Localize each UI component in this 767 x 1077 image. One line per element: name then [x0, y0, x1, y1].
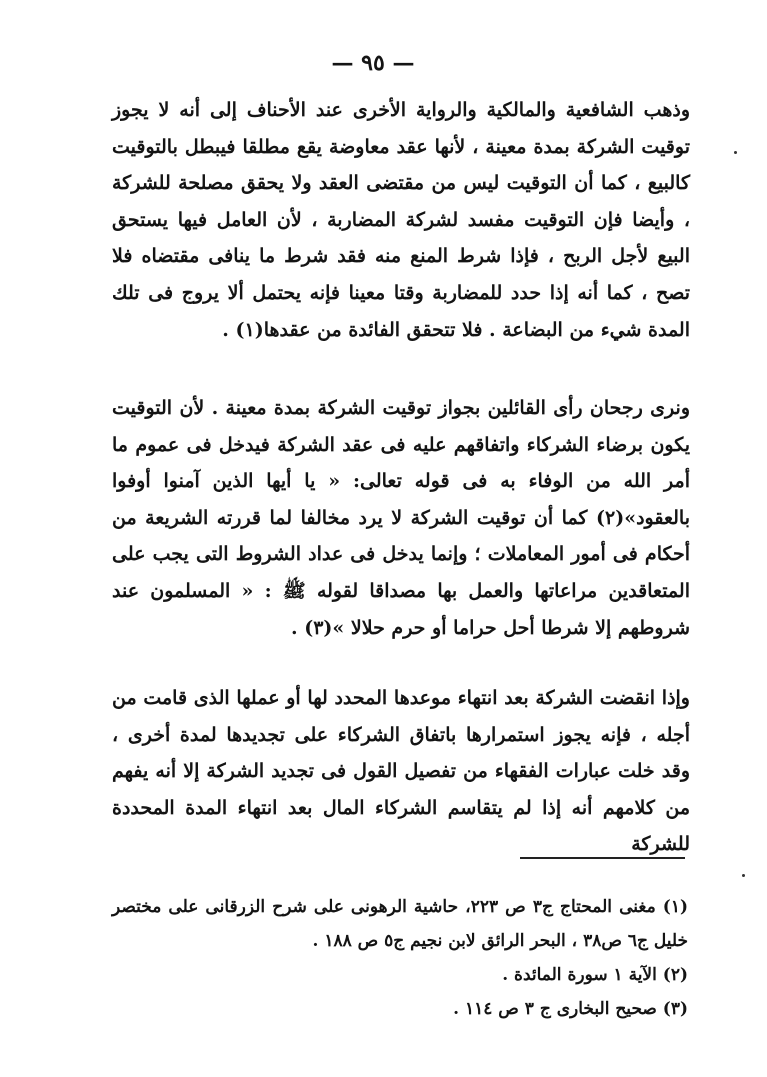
paragraph-3: وإذا انقضت الشركة بعد انتهاء موعدها المحدد لها أو عملها الذى قامت من أجله ، فإنه يجوز استمرارها باتفاق الشركاء على تجديدها لمدة أخرى ، وقد خلت عبارات الفقهاء من تفصيل القول فى تجديد الشركة إلا أنه يفهم من كلامهم أنه إذا لم يتقاسم الشركاء المال بعد انتهاء المدة المحددة للشركة	[112, 687, 690, 856]
paragraph-2: ونرى رجحان رأى القائلين بجواز توقيت الشركة بمدة معينة . لأن التوقيت يكون برضاء الشركاء واتفاقهم عليه فى عقد الشركة فيدخل فى عموم ما أمر الله من الوفاء به فى قوله تعالى: « يا أيها الذين آمنوا أوفوا بالعقود»(٢) كما أن توقيت الشركة لا يرد مخالفا لما قررته الشريعة من أحكام فى أمور المعاملات ؛ وإنما يدخل فى عداد الشروط التى يجب على المتعاقدين مراعاتها والعمل بها مصداقا لقوله ﷺ : « المسلمون عند شروطهم إلا شرطا أحل حراما أو حرم حلالا »(٣) .	[112, 397, 690, 639]
scan-speck	[734, 151, 737, 154]
scan-speck	[742, 874, 745, 877]
page-number: — ٩٥ —	[331, 50, 415, 76]
footnote-1: (١) مغنى المحتاج ج٣ ص ٢٢٣، حاشية الرهونى على شرح الزرقانى على مختصر خليل ج٦ ص٣٨ ، البحر الرائق لابن نجيم ج٥ ص ١٨٨ .	[112, 897, 688, 951]
footnotes	[112, 890, 688, 1026]
footnote-separator	[520, 857, 685, 859]
footnote-2: (٢) الآية ١ سورة المائدة .	[502, 965, 688, 985]
footnote-3: (٣) صحيح البخارى ج ٣ ص ١١٤ .	[453, 999, 688, 1019]
paragraph-1: وذهب الشافعية والمالكية والرواية الأخرى عند الأحناف إلى أنه لا يجوز توقيت الشركة بمدة معينة ، لأنها عقد معاوضة يقع مطلقا فيبطل بالتوقيت كالبيع ، كما أن التوقيت ليس من مقتضى العقد ولا يحقق مصلحة للشركة ، وأيضا فإن التوقيت مفسد لشركة المضاربة ، لأن العامل فيها يستحق البيع لأجل الربح ، فإذا شرط المنع منه فقد شرط ما ينافى مقتضاه فلا تصح ، كما أنه إذا حدد للمضاربة وقتا معينا فإنه يحتمل ألا يروج فى تلك المدة شيء من البضاعة . فلا تتحقق الفائدة من عقدها(١) .	[112, 99, 690, 341]
